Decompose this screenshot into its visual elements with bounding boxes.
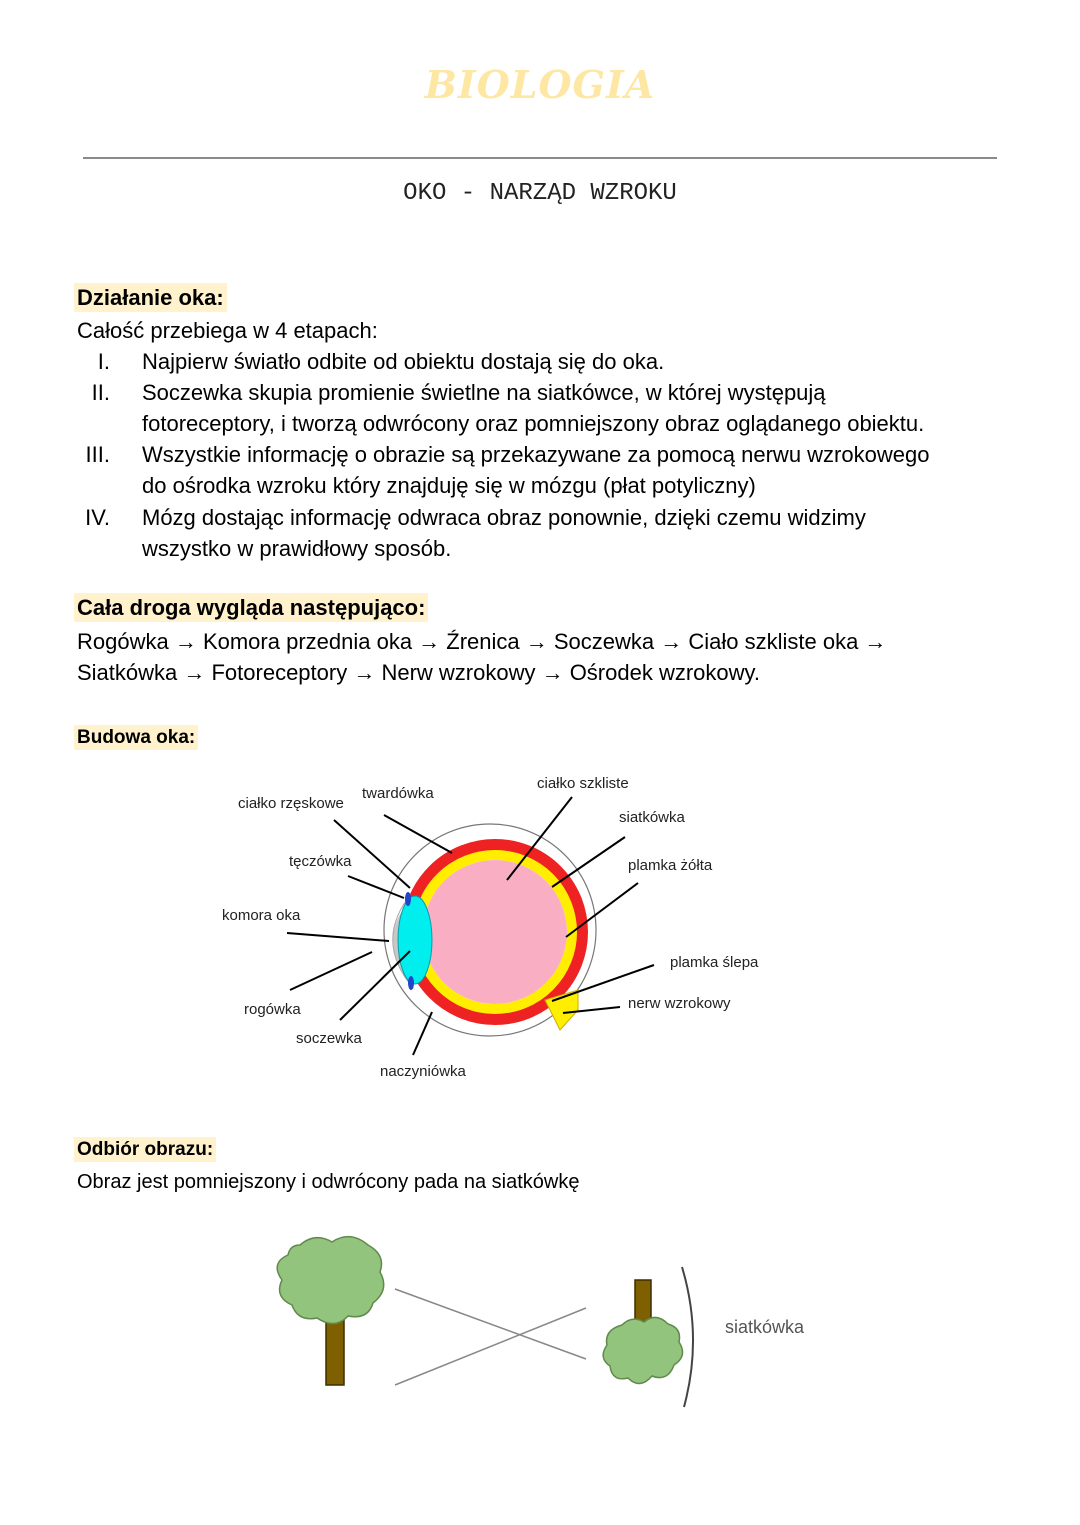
ray-line <box>395 1308 586 1385</box>
section-heading-droga <box>74 595 428 621</box>
object-tree <box>277 1237 384 1385</box>
odbior-heading-text: Odbiór obrazu: <box>74 1137 216 1162</box>
step-number: IV. <box>85 505 110 530</box>
subject-title: BIOLOGIA <box>424 62 656 107</box>
step-number: I. <box>97 349 110 374</box>
label-cialko-szkliste: ciałko szkliste <box>537 775 629 792</box>
section-heading-odbior <box>74 1139 216 1161</box>
leader-line <box>290 952 372 990</box>
label-nerw-wzrokowy: nerw wzrokowy <box>628 995 731 1012</box>
label-soczewka: soczewka <box>296 1030 362 1047</box>
budowa-heading-text: Budowa oka: <box>74 725 198 750</box>
path-line: Siatkówka → Fotoreceptory → Nerw wzrokowy → Ośrodek wzrokowy. <box>77 660 760 685</box>
path-line: Rogówka → Komora przednia oka → Źrenica → Soczewka → Ciało szkliste oka → <box>77 629 887 654</box>
label-komora-oka: komora oka <box>222 907 301 924</box>
section-heading-budowa <box>74 727 198 749</box>
tree-crown <box>603 1317 682 1383</box>
leader-line <box>552 837 625 887</box>
droga-heading-text: Cała droga wygląda następująco: <box>74 593 428 622</box>
step-text: Najpierw światło odbite od obiektu dostają się do oka. <box>142 349 665 374</box>
label-teczowka: tęczówka <box>289 853 352 870</box>
section-heading-dzialanie <box>74 285 227 311</box>
step-number: II. <box>91 380 110 405</box>
section-intro: Całość przebiega w 4 etapach: <box>77 318 378 343</box>
retina-label: siatkówka <box>725 1317 805 1337</box>
iris-top <box>405 892 411 906</box>
step-text: Wszystkie informację o obrazie są przekazywane za pomocą nerwu wzrokowego <box>142 442 930 467</box>
step-text: do ośrodka wzroku który znajduję się w mózgu (płat potyliczny) <box>142 473 756 498</box>
leader-line <box>348 876 404 898</box>
dzialanie-heading-text: Działanie oka: <box>74 283 227 312</box>
leader-line <box>384 815 452 853</box>
document-title: OKO - NARZĄD WZROKU <box>403 180 677 207</box>
header-divider <box>83 157 997 159</box>
label-rogowka: rogówka <box>244 1001 301 1018</box>
ray-line <box>395 1289 586 1359</box>
lens <box>398 896 432 984</box>
tree-crown <box>277 1237 384 1324</box>
odbior-text: Obraz jest pomniejszony i odwrócony pada na siatkówkę <box>77 1171 580 1193</box>
label-plamka-zolta: plamka żółta <box>628 857 713 874</box>
label-siatkowka: siatkówka <box>619 809 685 826</box>
image-formation-diagram <box>260 1225 840 1425</box>
step-text: Soczewka skupia promienie świetlne na siatkówce, w której występują <box>142 380 826 405</box>
step-text: wszystko w prawidłowy sposób. <box>142 536 452 561</box>
step-text: Mózg dostając informację odwraca obraz ponownie, dzięki czemu widzimy <box>142 505 866 530</box>
step-number: III. <box>85 442 110 467</box>
label-plamka-slepa: plamka ślepa <box>670 954 759 971</box>
retina-arc <box>682 1267 693 1407</box>
leader-line <box>287 933 389 941</box>
light-rays <box>395 1289 586 1385</box>
iris-bottom <box>408 976 414 990</box>
step-text: fotoreceptory, i tworzą odwrócony oraz pomniejszony obraz oglądanego obiektu. <box>142 411 925 436</box>
image-tree <box>603 1280 682 1384</box>
label-naczyniowka: naczyniówka <box>380 1063 466 1080</box>
label-twardowka: twardówka <box>362 785 434 802</box>
leader-line <box>413 1012 432 1055</box>
vitreous-body <box>423 860 567 1004</box>
eye-diagram <box>210 765 790 1095</box>
eye-anatomy <box>384 824 596 1036</box>
label-cialko-rzeskowe: ciałko rzęskowe <box>238 795 344 812</box>
